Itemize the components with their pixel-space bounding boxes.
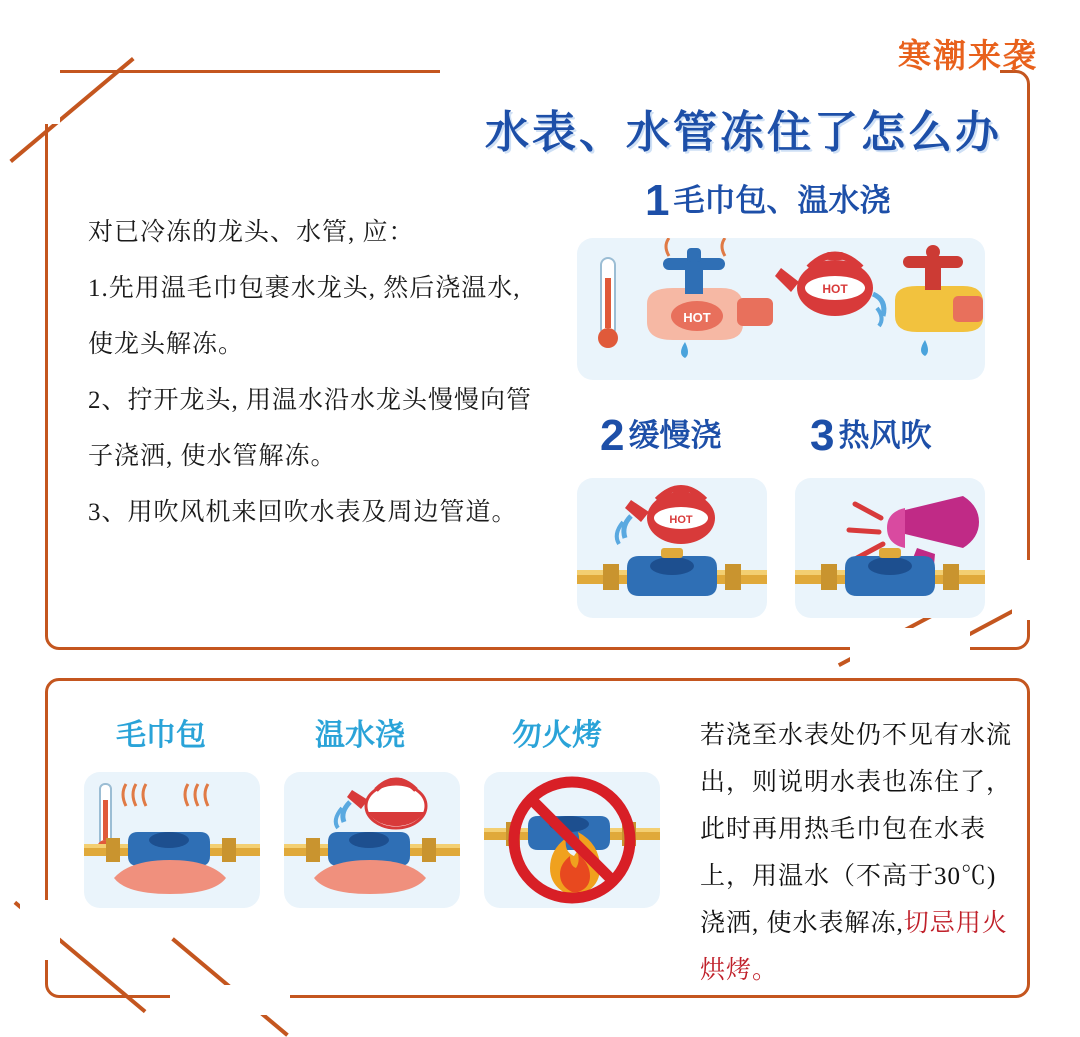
instructions-block bbox=[88, 205, 558, 541]
bottom-illustration-warm-water bbox=[284, 772, 460, 908]
bottom-illustration-towel bbox=[84, 772, 260, 908]
bottom-title-1: 毛巾包 bbox=[116, 719, 206, 752]
page-title: 水表、水管冻住了怎么办 bbox=[485, 108, 1002, 157]
step-2-heading bbox=[600, 410, 721, 461]
instruction-line-2: 使龙头解冻。 bbox=[88, 331, 245, 358]
step-2-label: 缓慢浇 bbox=[628, 418, 722, 453]
instruction-line-4: 子浇洒, 使水管解冻。 bbox=[88, 443, 337, 470]
svg-text:HOT: HOT bbox=[683, 310, 711, 325]
step-1-label: 毛巾包、温水浇 bbox=[673, 183, 891, 218]
step-1-number: 1 bbox=[645, 176, 670, 225]
bottom-note bbox=[700, 712, 1012, 994]
instruction-line-3: 2、拧开龙头, 用温水沿水龙头慢慢向管 bbox=[88, 387, 533, 414]
instruction-line-5: 3、用吹风机来回吹水表及周边管道。 bbox=[88, 499, 518, 526]
step-3-number: 3 bbox=[810, 411, 835, 460]
step-3-illustration bbox=[795, 478, 985, 618]
frame-gap-bottom-right bbox=[850, 628, 970, 668]
instruction-lead: 对已冷冻的龙头、水管, 应： bbox=[88, 219, 415, 246]
step-3-label: 热风吹 bbox=[838, 418, 932, 453]
bottom-note-plain: 若浇至水表处仍不见有水流出，则说明水表也冻住了，此时再用热毛巾包在水表上，用温水（不高于30℃)浇洒, 使水表解冻, bbox=[700, 722, 1013, 937]
step-1-illustration bbox=[577, 238, 985, 380]
kicker-text: 寒潮来袭 bbox=[898, 37, 1038, 74]
step-3-heading bbox=[810, 410, 931, 461]
frame-gap-top-left bbox=[20, 62, 60, 124]
frame-gap-bottom-left bbox=[20, 900, 60, 960]
bottom-title-2: 温水浇 bbox=[315, 719, 405, 752]
step-2-illustration bbox=[577, 478, 767, 618]
step-1-heading bbox=[645, 175, 890, 226]
instruction-line-1: 1.先用温毛巾包裹水龙头, 然后浇温水, bbox=[88, 275, 521, 302]
svg-text:HOT: HOT bbox=[669, 514, 693, 526]
svg-text:HOT: HOT bbox=[822, 282, 848, 296]
bottom-illustration-no-fire bbox=[484, 772, 660, 908]
frame-gap-bottom-edge bbox=[170, 985, 290, 1015]
bottom-note-warning: 切忌用火烘烤。 bbox=[700, 910, 1008, 984]
frame-gap-right bbox=[1012, 560, 1080, 620]
step-2-number: 2 bbox=[600, 411, 625, 460]
bottom-title-3: 勿火烤 bbox=[512, 719, 602, 752]
